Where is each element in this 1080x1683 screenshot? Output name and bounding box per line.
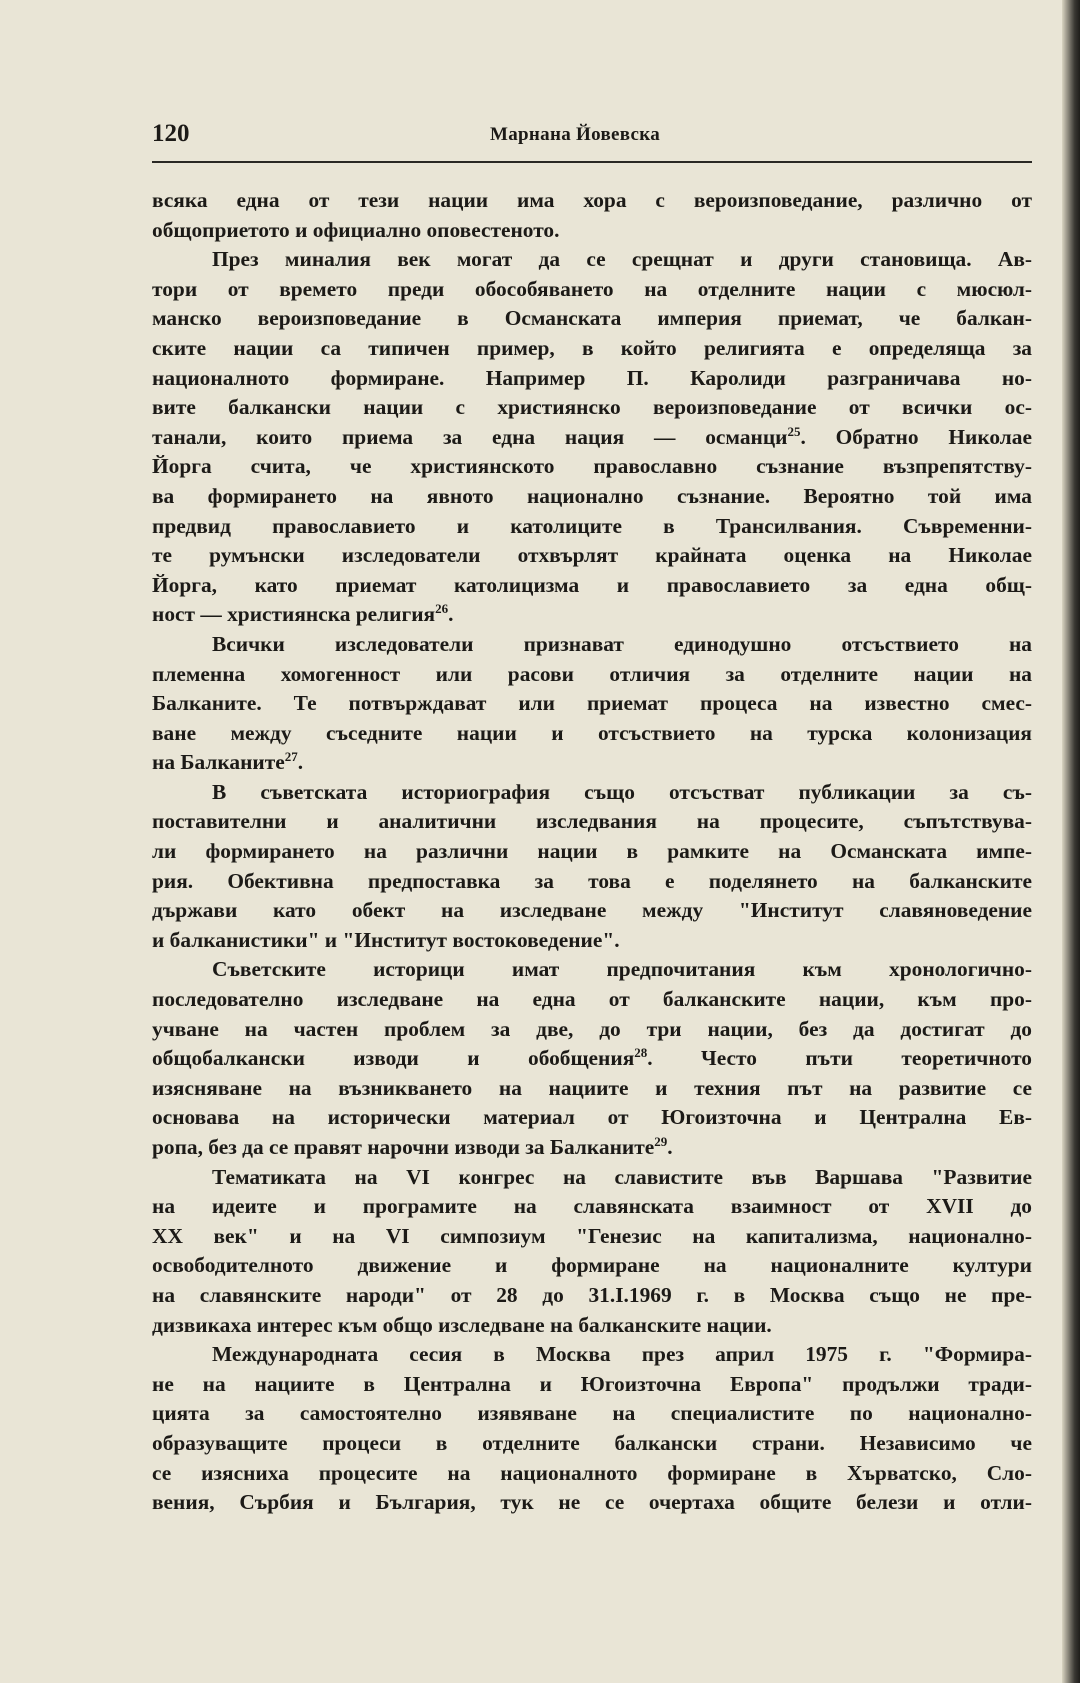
text-line-content: учване на частен проблем за две, до три нации, без да достигат до bbox=[152, 1016, 1032, 1041]
text-line bbox=[152, 1370, 1032, 1400]
text-line-content: Всички изследователи признават единодушно отсъствието на bbox=[212, 631, 1032, 656]
text-line-content: племенна хомогенност или расови отличия за отделните нации на bbox=[152, 661, 1032, 686]
text-line-content: манско вероизповедание в Османската империя приемат, че балкан- bbox=[152, 306, 1032, 331]
text-line-content: на идеите и програмите на славянската взаимност от XVII до bbox=[152, 1194, 1032, 1219]
text-line bbox=[152, 1459, 1032, 1489]
text-line-content: танали, които приема за една нация — османци bbox=[152, 424, 788, 449]
text-line-content: Балканите. Те потвърждават или приемат процеса на известно смес- bbox=[152, 691, 1032, 716]
text-line bbox=[152, 660, 1032, 690]
text-line-content: XX век" и на VI симпозиум "Генезис на капитализма, национално- bbox=[152, 1223, 1032, 1248]
text-line-content: вите балкански нации с християнско вероизповедание от всички ос- bbox=[152, 395, 1032, 420]
text-line-content: ност — християнска религия bbox=[152, 602, 436, 627]
text-line bbox=[152, 867, 1032, 897]
text-line-content: ропа, без да се правят нарочни изводи за Балканите bbox=[152, 1135, 655, 1159]
text-line-content: държави като обект на изследване между "Институт славяноведение bbox=[152, 898, 1032, 923]
text-line bbox=[152, 1015, 1032, 1045]
text-line bbox=[152, 1222, 1032, 1252]
running-title: Марнана Йовевска bbox=[490, 124, 661, 145]
text-line bbox=[152, 807, 1032, 837]
text-line-content: последователно изследване на една от балканските нации, към про- bbox=[152, 987, 1032, 1012]
text-line bbox=[152, 1311, 1032, 1341]
text-line-content: всяка една от тези нации има хора с вероизповедание, различно от bbox=[152, 188, 1032, 212]
text-line bbox=[152, 393, 1032, 423]
text-line bbox=[152, 1488, 1032, 1518]
text-line-content: предвид православието и католиците в Трансилвания. Съвременни- bbox=[152, 513, 1032, 538]
text-line bbox=[152, 482, 1032, 512]
text-line bbox=[152, 600, 1032, 630]
text-line bbox=[152, 275, 1032, 305]
text-line bbox=[152, 304, 1032, 334]
text-line bbox=[152, 1163, 1032, 1193]
text-line bbox=[152, 719, 1032, 749]
text-line-content: общоприетото и официално оповестеното. bbox=[152, 217, 560, 242]
text-line-content: Йорга счита, че християнското православно съзнание възпрепятству- bbox=[152, 454, 1032, 479]
text-line-content: на Балканите bbox=[152, 750, 285, 775]
text-line-content: образуващите процеси в отделните балкански страни. Независимо че bbox=[152, 1430, 1032, 1455]
text-line-content: се изясниха процесите на националното формиране в Хърватско, Сло- bbox=[152, 1460, 1032, 1485]
text-line-content: вения, Сърбия и България, тук не се очертаха общите белези и отли- bbox=[152, 1490, 1032, 1515]
text-line-continuation: . Често пъти теоретичното bbox=[647, 1046, 1032, 1071]
text-line-content: и балканистики" и "Институт востоковедение". bbox=[152, 927, 620, 952]
text-line-content: ли формирането на различни нации в рамките на Османската импе- bbox=[152, 839, 1032, 864]
text-line bbox=[152, 689, 1032, 719]
text-line bbox=[152, 512, 1032, 542]
text-line bbox=[152, 926, 1032, 956]
text-line-content: основава на исторически материал от Югоизточна и Централна Ев- bbox=[152, 1105, 1032, 1130]
text-line bbox=[152, 186, 1032, 216]
text-line bbox=[152, 452, 1032, 482]
text-line bbox=[152, 541, 1032, 571]
text-line-content: изясняване на възникването на нациите и техния път на развитие се bbox=[152, 1075, 1032, 1100]
text-line bbox=[152, 1133, 1032, 1163]
text-line-content: Йорга, като приемат католицизма и православието за една общ- bbox=[152, 572, 1032, 597]
text-line bbox=[152, 630, 1032, 660]
text-line bbox=[152, 837, 1032, 867]
text-line-content: Тематиката на VI конгрес на славистите във Варшава "Развитие bbox=[212, 1164, 1032, 1189]
text-line-continuation: . bbox=[667, 1135, 673, 1159]
text-line-content: рия. Обективна предпоставка за това е поделянето на балканските bbox=[152, 868, 1032, 893]
text-line-content: дизвикаха интерес към общо изследване на балканските нации. bbox=[152, 1312, 772, 1337]
text-line bbox=[152, 1429, 1032, 1459]
text-line-content: ва формирането на явното национално съзнание. Вероятно той има bbox=[152, 483, 1032, 508]
text-line bbox=[152, 216, 1032, 246]
text-line bbox=[152, 334, 1032, 364]
text-line bbox=[152, 1074, 1032, 1104]
text-line bbox=[152, 1340, 1032, 1370]
page-number: 120 bbox=[152, 120, 190, 147]
text-line bbox=[152, 364, 1032, 394]
text-line bbox=[152, 748, 1032, 778]
text-line-continuation: . bbox=[448, 602, 454, 627]
text-line bbox=[152, 985, 1032, 1015]
text-line bbox=[152, 1192, 1032, 1222]
text-line-content: освободителното движение и формиране на националните култури bbox=[152, 1253, 1032, 1278]
footnote-marker: 26 bbox=[435, 601, 449, 617]
text-line bbox=[152, 1103, 1032, 1133]
text-line-content: ване между съседните нации и отсъствието на турска колонизация bbox=[152, 720, 1032, 745]
text-line-content: те румънски изследователи отхвърлят крайната оценка на Николае bbox=[152, 543, 1032, 568]
footnote-marker: 29 bbox=[654, 1134, 668, 1149]
text-line-content: общобалкански изводи и обобщения bbox=[152, 1046, 635, 1071]
text-line-content: на славянските народи" от 28 до 31.I.1969 г. в Москва също не пре- bbox=[152, 1282, 1032, 1307]
text-line-content: не на нациите в Централна и Югоизточна Европа" продължи тради- bbox=[152, 1371, 1032, 1396]
text-line bbox=[152, 778, 1032, 808]
page-edge-shadow bbox=[1062, 0, 1080, 1683]
page-header bbox=[152, 120, 1032, 160]
text-line bbox=[152, 1281, 1032, 1311]
text-line-continuation: . Обратно Николае bbox=[800, 424, 1032, 449]
text-line-content: националното формиране. Например П. Каролиди разграничава но- bbox=[152, 365, 1032, 390]
text-line bbox=[152, 1044, 1032, 1074]
header-rule bbox=[152, 161, 1032, 163]
text-line-content: През миналия век могат да се срещнат и други становища. Ав- bbox=[212, 247, 1032, 272]
text-line bbox=[152, 245, 1032, 275]
footnote-marker: 25 bbox=[787, 423, 801, 439]
text-line bbox=[152, 896, 1032, 926]
text-line-content: цията за самостоятелно изявяване на специалистите по национално- bbox=[152, 1401, 1032, 1426]
body-text bbox=[152, 186, 1032, 1518]
text-line bbox=[152, 955, 1032, 985]
text-line bbox=[152, 1251, 1032, 1281]
text-line-continuation: . bbox=[297, 750, 304, 775]
text-line-content: Съветските историци имат предпочитания към хронологично- bbox=[212, 957, 1032, 982]
footnote-marker: 27 bbox=[284, 749, 298, 765]
text-line-content: Международната сесия в Москва през април 1975 г. "Формира- bbox=[212, 1342, 1032, 1367]
text-line-content: поставителни и аналитични изследвания на процесите, съпътствува- bbox=[152, 809, 1032, 834]
text-line bbox=[152, 423, 1032, 453]
footnote-marker: 28 bbox=[634, 1045, 648, 1061]
text-line bbox=[152, 571, 1032, 601]
text-line bbox=[152, 1399, 1032, 1429]
text-line-content: ските нации са типичен пример, в който религията е определяща за bbox=[152, 335, 1032, 360]
text-line-content: тори от времето преди обособяването на отделните нации с мюсюл- bbox=[152, 276, 1032, 301]
text-line-content: В съветската историография също отсъстват публикации за съ- bbox=[212, 779, 1032, 804]
